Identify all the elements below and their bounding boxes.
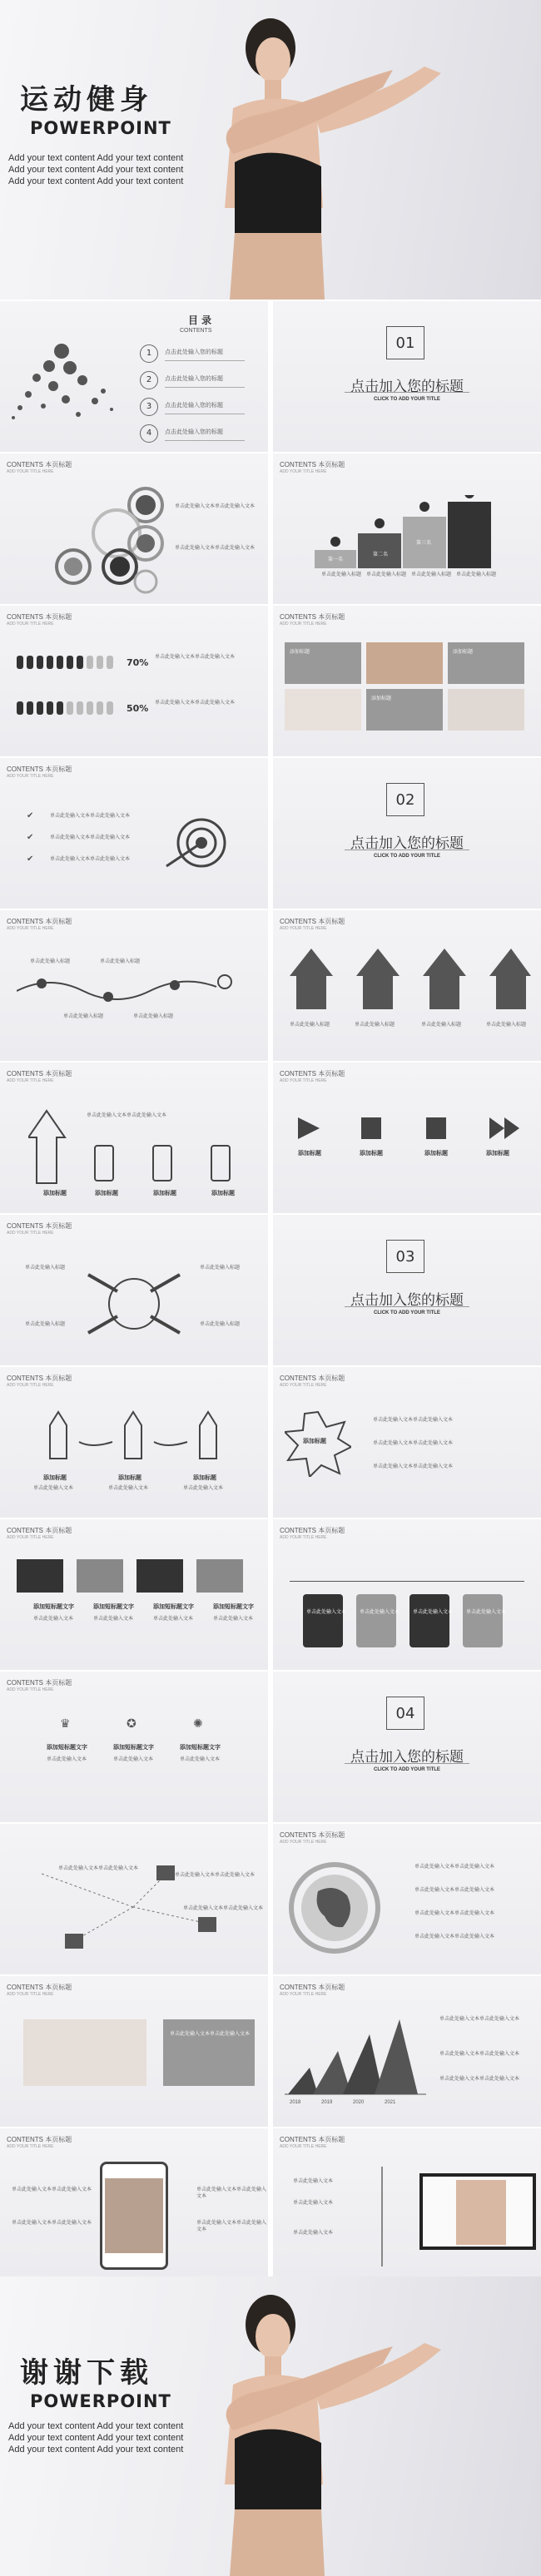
paragraph: 单击此处输入文本单击此处输入文本: [414, 1888, 495, 1893]
paragraph: 单击此处输入文本单击此处输入文本: [155, 701, 236, 706]
check-icon: ✔: [27, 855, 34, 864]
laptop-photo: [456, 2180, 506, 2245]
caption: 单击此处输入标题: [200, 1322, 241, 1327]
workout-photo: [23, 2019, 146, 2086]
slide-header: CONTENTS 本页标题: [280, 1527, 345, 1534]
section-slide[interactable]: [273, 1215, 541, 1365]
ending-line: Add your text content Add your text content: [8, 2445, 184, 2455]
paragraph: 单击此处输入文本单击此处输入文本: [373, 1464, 454, 1469]
photo-grid-slide[interactable]: [273, 606, 541, 756]
podium-label: 第二名: [373, 552, 389, 557]
toc-item-label[interactable]: 点击此处输入您的标题: [165, 349, 223, 355]
workout-photo: [448, 689, 524, 731]
slide-header: CONTENTS 本页标题: [280, 2136, 345, 2143]
text-panel: [163, 2019, 255, 2086]
timeline-line: [290, 1581, 524, 1582]
toc-item-label[interactable]: 点击此处输入您的标题: [165, 429, 223, 435]
block-label: 添加标题: [153, 1190, 176, 1196]
slide-subheader: ADD YOUR TITLE HERE: [7, 1992, 54, 1997]
slide-header: CONTENTS 本页标题: [7, 765, 72, 773]
slide-header: CONTENTS 本页标题: [7, 1984, 72, 1991]
rocket-label: 添加标题: [193, 1474, 216, 1481]
network-slide[interactable]: [0, 1824, 268, 1974]
rocket-label: 添加标题: [118, 1474, 141, 1481]
paragraph: 单击此处输入文本单击此处输入文本: [50, 857, 131, 862]
shape-label: 添加标题: [360, 1150, 383, 1157]
hands-slide[interactable]: [0, 1215, 268, 1365]
athlete-photo: [175, 2285, 524, 2576]
caption: 单击此处输入文本: [180, 1757, 221, 1762]
section-subtitle: CLICK TO ADD YOUR TITLE: [374, 854, 440, 859]
paragraph: 单击此处输入文本单击此处输入文本: [170, 2032, 251, 2037]
caption: 单击此处输入标题: [366, 572, 407, 577]
slide-subheader: ADD YOUR TITLE HERE: [7, 926, 54, 931]
slide-subheader: ADD YOUR TITLE HERE: [280, 1383, 327, 1388]
toc-item-number: 3: [140, 398, 158, 416]
athlete-photo: [175, 8, 524, 300]
globe-slide[interactable]: [273, 1824, 541, 1974]
section-number: 02: [386, 783, 424, 816]
slide-header: CONTENTS 本页标题: [7, 1679, 72, 1687]
paragraph: 单击此处输入文本单击此处输入文本: [175, 546, 256, 551]
arrow-blocks: [28, 1104, 245, 1187]
paragraph: 单击此处输入文本单击此处输入文本: [50, 814, 131, 819]
caption: 单击此处输入文本: [33, 1617, 74, 1622]
phone-photo: [105, 2178, 163, 2253]
caption: 单击此处输入文本: [113, 1757, 154, 1762]
slide-header: CONTENTS 本页标题: [7, 1527, 72, 1534]
slide-header: CONTENTS 本页标题: [280, 918, 345, 925]
caption: 单击此处输入标题: [200, 1266, 241, 1271]
banner-title: 添加短标题文字: [93, 1603, 134, 1610]
caption: 单击此处输入标题: [355, 1023, 395, 1028]
checklist-slide[interactable]: [0, 758, 268, 909]
people-stats-slide[interactable]: [0, 606, 268, 756]
paragraph: 单击此处输入文本单击此处输入文本: [414, 1934, 495, 1939]
slide-subheader: ADD YOUR TITLE HERE: [7, 1078, 54, 1083]
slide-subheader: ADD YOUR TITLE HERE: [280, 1840, 327, 1845]
people-icons: [17, 656, 125, 722]
medal-icon: ✪: [127, 1717, 136, 1730]
shape-label: 添加标题: [424, 1150, 448, 1157]
icon-title: 添加短标题文字: [180, 1744, 221, 1751]
caption: 单击此处输入文本: [33, 1486, 74, 1491]
divider: [165, 440, 245, 441]
check-icon: ✔: [27, 833, 34, 842]
bulb-icon: ✺: [193, 1717, 203, 1730]
section-title: 点击加入您的标题: [350, 1292, 464, 1309]
banner-tile: [77, 1559, 123, 1593]
hands-circle-illustration: [80, 1258, 188, 1350]
ending-title: 谢谢下载: [20, 2356, 153, 2390]
slide-header: CONTENTS 本页标题: [7, 461, 72, 468]
banner-title: 添加短标题文字: [33, 1603, 74, 1610]
banner-tile: [17, 1559, 63, 1593]
slide-subheader: ADD YOUR TITLE HERE: [7, 2144, 54, 2149]
shape-label: 添加标题: [298, 1150, 321, 1157]
year-label: 2019: [321, 2100, 333, 2105]
banner-tile: [136, 1559, 183, 1593]
paragraph: 单击此处输入文本单击此处输入文本: [439, 2017, 520, 2022]
section-subtitle: CLICK TO ADD YOUR TITLE: [374, 1310, 440, 1315]
section-subtitle: CLICK TO ADD YOUR TITLE: [374, 397, 440, 402]
toc-item-label[interactable]: 点击此处输入您的标题: [165, 376, 223, 382]
banners-slide[interactable]: [0, 1519, 268, 1670]
sketch-shapes: [298, 1114, 523, 1144]
card-text: 单击此处输入文本: [413, 1610, 454, 1615]
toc-slide[interactable]: [0, 301, 268, 452]
mountain-chart: [285, 2018, 426, 2101]
section-number: 03: [386, 1240, 424, 1273]
card-text: 单击此处输入文本: [360, 1610, 400, 1615]
slide-subheader: ADD YOUR TITLE HERE: [7, 469, 54, 474]
slide-subheader: ADD YOUR TITLE HERE: [280, 1078, 327, 1083]
slide-header: CONTENTS 本页标题: [7, 918, 72, 925]
caption: 单击此处输入标题: [63, 1014, 104, 1019]
caption: 单击此处输入标题: [25, 1322, 66, 1327]
paragraph: 单击此处输入文本单击此处输入文本: [414, 1865, 495, 1870]
stat-value: 50%: [127, 703, 149, 714]
timeline-card: [356, 1594, 396, 1647]
slide-header: CONTENTS 本页标题: [280, 1831, 345, 1839]
paragraph: 单击此处输入文本单击此处输入文本: [58, 1866, 139, 1871]
cover-line: Add your text content Add your text content: [8, 165, 184, 175]
check-icon: ✔: [27, 811, 34, 820]
timeline-axis: [381, 2167, 383, 2266]
arrows-slide[interactable]: [273, 910, 541, 1061]
ending-slide: [0, 2276, 541, 2576]
caption: 单击此处输入标题: [133, 1014, 174, 1019]
year-label: 2018: [290, 2100, 301, 2105]
divider: [345, 1763, 469, 1764]
card-text: 单击此处输入文本: [306, 1610, 347, 1615]
caption: 单击此处输入标题: [486, 1023, 527, 1028]
paragraph: 单击此处输入文本单击此处输入文本: [50, 835, 131, 840]
caption: 单击此处输入标题: [411, 572, 452, 577]
timeline-slide[interactable]: [273, 1519, 541, 1670]
slide-subheader: ADD YOUR TITLE HERE: [7, 1231, 54, 1236]
paragraph: 单击此处输入文本单击此处输入文本: [175, 1873, 256, 1878]
circles-diagram: [50, 475, 183, 600]
ending-subtitle: POWERPOINT: [30, 2391, 171, 2411]
block-label: 添加标题: [95, 1190, 118, 1196]
ending-line: Add your text content Add your text content: [8, 2433, 184, 2443]
cover-slide: [0, 0, 541, 300]
caption: 单击此处输入文本: [213, 1617, 254, 1622]
caption: 单击此处输入标题: [321, 572, 362, 577]
slide-subheader: ADD YOUR TITLE HERE: [280, 926, 327, 931]
cover-title: 运动健身: [20, 83, 153, 116]
caption: 单击此处输入文本: [183, 1486, 224, 1491]
divider: [165, 387, 245, 388]
laptop-slide[interactable]: [273, 2128, 541, 2279]
tile-title: 添加标题: [371, 696, 392, 701]
target-icon: [163, 816, 230, 874]
divider: [345, 392, 469, 393]
paragraph: 单击此处输入文本单击此处输入文本: [12, 2187, 92, 2192]
slide-subheader: ADD YOUR TITLE HERE: [7, 622, 54, 627]
stairs-slide[interactable]: [273, 453, 541, 604]
slide-header: CONTENTS 本页标题: [7, 613, 72, 621]
section-number: 01: [386, 326, 424, 359]
burst-label: 添加标题: [303, 1438, 326, 1444]
paragraph: 单击此处输入文本单击此处输入文本: [414, 1911, 495, 1916]
stat-value: 70%: [127, 657, 149, 668]
toc-item-number: 2: [140, 371, 158, 389]
banner-tile: [196, 1559, 243, 1593]
podium-label: 第三名: [416, 541, 432, 546]
section-title: 点击加入您的标题: [350, 835, 464, 852]
wave-path: [17, 970, 241, 1012]
section-slide[interactable]: [273, 758, 541, 909]
divider: [165, 360, 245, 361]
caption: 单击此处输入文本: [93, 1617, 134, 1622]
slide-subheader: ADD YOUR TITLE HERE: [280, 469, 327, 474]
ending-line: Add your text content Add your text content: [8, 2421, 184, 2431]
workout-photo: [366, 642, 443, 684]
icon-title: 添加短标题文字: [47, 1744, 87, 1751]
caption-text: 单击此处输入文本: [293, 2179, 334, 2184]
sketch-arrows: [290, 947, 531, 1013]
toc-item-number: 4: [140, 424, 158, 443]
slide-subheader: ADD YOUR TITLE HERE: [7, 1383, 54, 1388]
slide-subheader: ADD YOUR TITLE HERE: [7, 1687, 54, 1692]
slide-header: CONTENTS 本页标题: [7, 2136, 72, 2143]
toc-item-label[interactable]: 点击此处输入您的标题: [165, 403, 223, 409]
paragraph: 单击此处输入文本单击此处输入文本: [196, 2187, 267, 2199]
trophy-icon: ♛: [60, 1717, 71, 1730]
paragraph: 单击此处输入文本单击此处输入文本: [175, 504, 256, 509]
burst-slide[interactable]: [273, 1367, 541, 1518]
tile-title: 添加标题: [453, 650, 474, 655]
cover-subtitle: POWERPOINT: [30, 118, 171, 138]
slide-subheader: ADD YOUR TITLE HERE: [7, 1535, 54, 1540]
banner-title: 添加短标题文字: [153, 1603, 194, 1610]
caption: 单击此处输入标题: [456, 572, 497, 577]
slide-header: CONTENTS 本页标题: [280, 1375, 345, 1382]
podium-label: 第一名: [328, 557, 344, 562]
divider: [345, 1306, 469, 1307]
caption: [293, 2170, 385, 2182]
slide-header: CONTENTS 本页标题: [280, 1070, 345, 1077]
timeline-card: [409, 1594, 449, 1647]
section-number: 04: [386, 1697, 424, 1730]
icons-slide[interactable]: [0, 1672, 268, 1822]
arrow-blocks-slide[interactable]: [0, 1063, 268, 1213]
photo-text-slide[interactable]: [0, 1976, 268, 2127]
paragraph: 单击此处输入文本单击此处输入文本: [155, 655, 236, 660]
globe-icon: [285, 1854, 393, 1962]
caption: 单击此处输入标题: [25, 1266, 66, 1271]
year-label: 2020: [353, 2100, 365, 2105]
slide-subheader: ADD YOUR TITLE HERE: [280, 1535, 327, 1540]
slide-header: CONTENTS 本页标题: [7, 1375, 72, 1382]
slide-subheader: ADD YOUR TITLE HERE: [280, 1992, 327, 1997]
content-slide[interactable]: [0, 453, 268, 604]
timeline-card: [303, 1594, 343, 1647]
caption: 单击此处输入文本: [108, 1486, 149, 1491]
caption: 单击此处输入文本: [153, 1617, 194, 1622]
cover-line: Add your text content Add your text content: [8, 153, 184, 163]
workout-photo: [285, 689, 361, 731]
slide-subheader: ADD YOUR TITLE HERE: [280, 622, 327, 627]
slide-subheader: ADD YOUR TITLE HERE: [7, 774, 54, 779]
slide-header: CONTENTS 本页标题: [280, 1984, 345, 1991]
caption: 单击此处输入标题: [100, 959, 141, 964]
caption: 单击此处输入标题: [30, 959, 71, 964]
paragraph: 单击此处输入文本单击此处输入文本: [373, 1441, 454, 1446]
block-label: 添加标题: [211, 1190, 235, 1196]
timeline-card: [463, 1594, 503, 1647]
paragraph: 单击此处输入文本: [293, 2231, 334, 2236]
paragraph: 单击此处输入文本单击此处输入文本: [196, 2221, 267, 2232]
paragraph: 单击此处输入文本单击此处输入文本: [439, 2052, 520, 2057]
icon-title: 添加短标题文字: [113, 1744, 154, 1751]
cover-line: Add your text content Add your text content: [8, 176, 184, 186]
phone-slide[interactable]: [0, 2128, 268, 2279]
runner-particles-image: [3, 326, 120, 426]
shape-label: 添加标题: [486, 1150, 509, 1157]
caption: 单击此处输入标题: [290, 1023, 330, 1028]
paragraph: 单击此处输入文本单击此处输入文本: [12, 2221, 92, 2226]
section-slide[interactable]: [273, 301, 541, 452]
paragraph: 单击此处输入文本单击此处输入文本: [439, 2077, 520, 2082]
year-label: 2021: [385, 2100, 396, 2105]
section-subtitle: CLICK TO ADD YOUR TITLE: [374, 1767, 440, 1772]
banner-title: 添加短标题文字: [213, 1603, 254, 1610]
slide-header: CONTENTS 本页标题: [7, 1222, 72, 1230]
caption: 单击此处输入文本: [47, 1757, 87, 1762]
block-label: 添加标题: [43, 1190, 67, 1196]
paragraph: 单击此处输入文本: [293, 2201, 334, 2206]
mountain-chart-slide[interactable]: [273, 1976, 541, 2127]
paragraph: 单击此处输入文本单击此处输入文本: [373, 1418, 454, 1423]
rocket-icons: [33, 1409, 233, 1467]
section-title: 点击加入您的标题: [350, 379, 464, 395]
toc-subtitle: CONTENTS: [180, 328, 212, 334]
caption: 单击此处输入标题: [421, 1023, 462, 1028]
card-text: 单击此处输入文本: [466, 1610, 507, 1615]
wave-slide[interactable]: [0, 910, 268, 1061]
slide-header: CONTENTS 本页标题: [7, 1070, 72, 1077]
paragraph: 单击此处输入文本单击此处输入文本: [87, 1113, 167, 1118]
slide-header: CONTENTS 本页标题: [280, 613, 345, 621]
section-title: 点击加入您的标题: [350, 1749, 464, 1766]
shapes-slide[interactable]: [273, 1063, 541, 1213]
rockets-slide[interactable]: [0, 1367, 268, 1518]
rocket-label: 添加标题: [43, 1474, 67, 1481]
slide-header: CONTENTS 本页标题: [280, 461, 345, 468]
tile-title: 添加标题: [290, 650, 310, 655]
toc-item-number: 1: [140, 344, 158, 363]
paragraph: 单击此处输入文本单击此处输入文本: [183, 1906, 264, 1911]
toc-title: 目 录: [188, 315, 212, 326]
section-slide[interactable]: [273, 1672, 541, 1822]
slide-subheader: ADD YOUR TITLE HERE: [280, 2144, 327, 2149]
